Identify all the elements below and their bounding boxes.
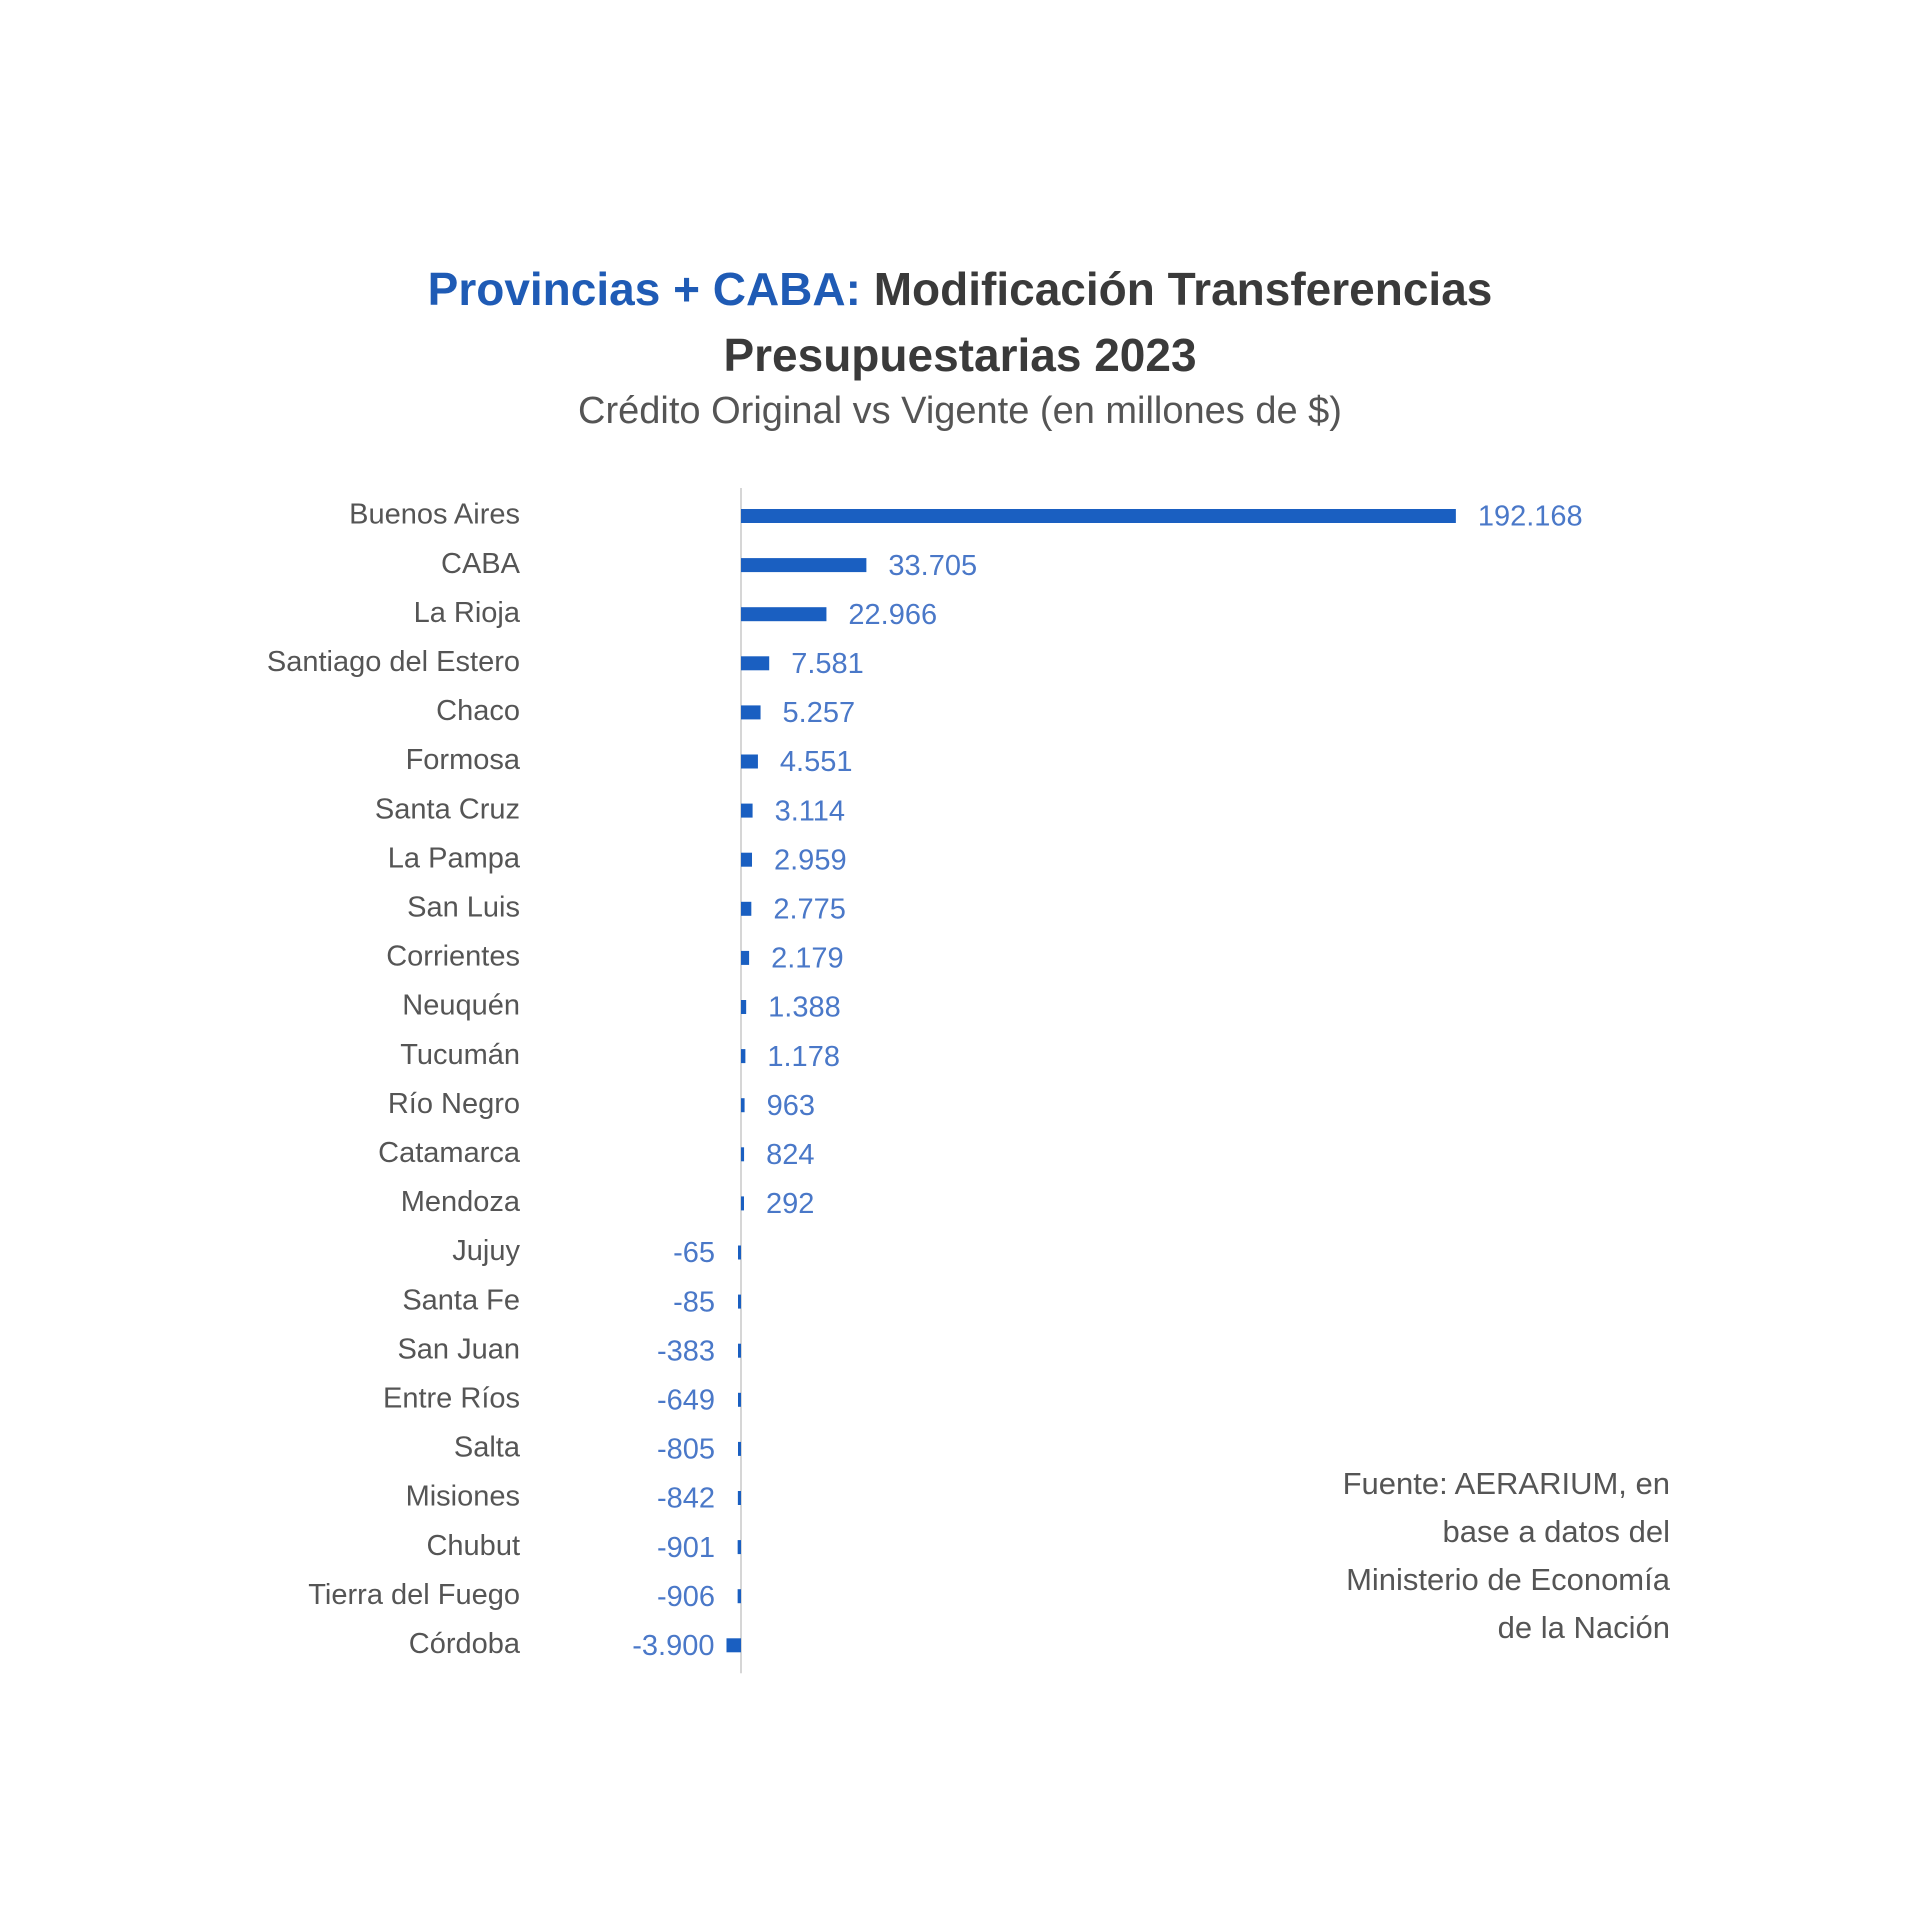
- category-label: Salta: [453, 1431, 520, 1464]
- bar: [738, 1344, 741, 1358]
- data-label: -649: [656, 1384, 715, 1417]
- bar: [741, 558, 866, 572]
- data-label: 824: [766, 1138, 815, 1171]
- data-label: 7.581: [791, 647, 864, 680]
- category-label: Misiones: [405, 1480, 520, 1513]
- category-label: La Rioja: [413, 596, 520, 629]
- category-label: Neuquén: [402, 989, 520, 1022]
- data-label: 1.388: [768, 991, 841, 1024]
- bar: [741, 705, 761, 719]
- bar: [741, 1196, 744, 1210]
- data-label: 2.775: [773, 893, 846, 926]
- data-label: 33.705: [888, 549, 978, 582]
- category-label: La Pampa: [387, 842, 520, 875]
- data-label: 3.114: [774, 795, 846, 828]
- bar: [741, 1000, 746, 1014]
- category-label: Tucumán: [400, 1038, 520, 1071]
- data-label: -383: [656, 1335, 715, 1368]
- bar: [741, 509, 1456, 523]
- bar: [738, 1295, 741, 1309]
- data-label: -65: [673, 1237, 715, 1270]
- data-label: 2.179: [771, 942, 844, 975]
- category-label: Córdoba: [408, 1627, 520, 1660]
- bar: [738, 1589, 741, 1603]
- data-label: -901: [656, 1531, 715, 1564]
- data-label: 22.966: [848, 598, 938, 631]
- data-label: -3.900: [632, 1629, 715, 1662]
- data-label: -85: [673, 1286, 715, 1319]
- source-line-3: Ministerio de Economía: [1346, 1562, 1670, 1597]
- source-line-1: Fuente: AERARIUM, en: [1342, 1466, 1670, 1501]
- data-label: 2.959: [774, 844, 847, 877]
- category-label: Catamarca: [378, 1136, 520, 1169]
- data-label: 963: [766, 1089, 815, 1122]
- category-label: Buenos Aires: [349, 498, 520, 531]
- data-label: -805: [656, 1433, 715, 1466]
- source-line-4: de la Nación: [1497, 1610, 1670, 1645]
- category-label: CABA: [441, 547, 520, 580]
- category-label: San Juan: [397, 1333, 520, 1366]
- category-label: Mendoza: [400, 1186, 520, 1219]
- bar: [741, 804, 753, 818]
- bar: [738, 1442, 741, 1456]
- bar: [738, 1540, 741, 1554]
- bar: [738, 1246, 741, 1260]
- source-note: [1200, 1460, 1670, 1652]
- data-label: 192.168: [1477, 500, 1583, 533]
- chart-subtitle: Crédito Original vs Vigente (en millones de $): [578, 390, 1342, 432]
- bar: [726, 1638, 741, 1652]
- chart-title-rest: Modificación Transferencias: [860, 263, 1493, 315]
- data-label: -842: [656, 1482, 715, 1515]
- bar: [741, 951, 749, 965]
- category-label: Corrientes: [386, 940, 520, 973]
- category-label: Jujuy: [452, 1235, 520, 1268]
- data-label: 292: [766, 1188, 815, 1221]
- bar: [741, 1098, 745, 1112]
- bar: [741, 607, 826, 621]
- bar: [741, 902, 751, 916]
- category-label: San Luis: [407, 891, 520, 924]
- category-label: Santa Cruz: [374, 793, 520, 826]
- data-label: 5.257: [782, 697, 856, 730]
- category-label: Formosa: [405, 744, 520, 777]
- bar: [741, 656, 769, 670]
- bar: [738, 1491, 741, 1505]
- bar: [741, 853, 752, 867]
- category-label: Santa Fe: [402, 1284, 520, 1317]
- data-label: 1.178: [767, 1040, 840, 1073]
- category-label: Entre Ríos: [383, 1382, 520, 1415]
- category-label: Río Negro: [387, 1087, 520, 1120]
- bar: [741, 755, 758, 769]
- category-label: Santiago del Estero: [266, 645, 520, 678]
- data-label: -906: [656, 1580, 715, 1613]
- chart-title-accent: Provincias + CABA:: [427, 263, 861, 315]
- bar: [741, 1147, 744, 1161]
- bar: [738, 1393, 741, 1407]
- category-label: Chubut: [426, 1529, 520, 1562]
- category-label: Tierra del Fuego: [308, 1578, 520, 1611]
- data-label: 4.551: [779, 746, 853, 779]
- bar: [741, 1049, 745, 1063]
- chart-title-line-2: Presupuestarias 2023: [723, 329, 1197, 381]
- source-line-2: base a datos del: [1442, 1514, 1670, 1549]
- category-label: Chaco: [436, 695, 520, 728]
